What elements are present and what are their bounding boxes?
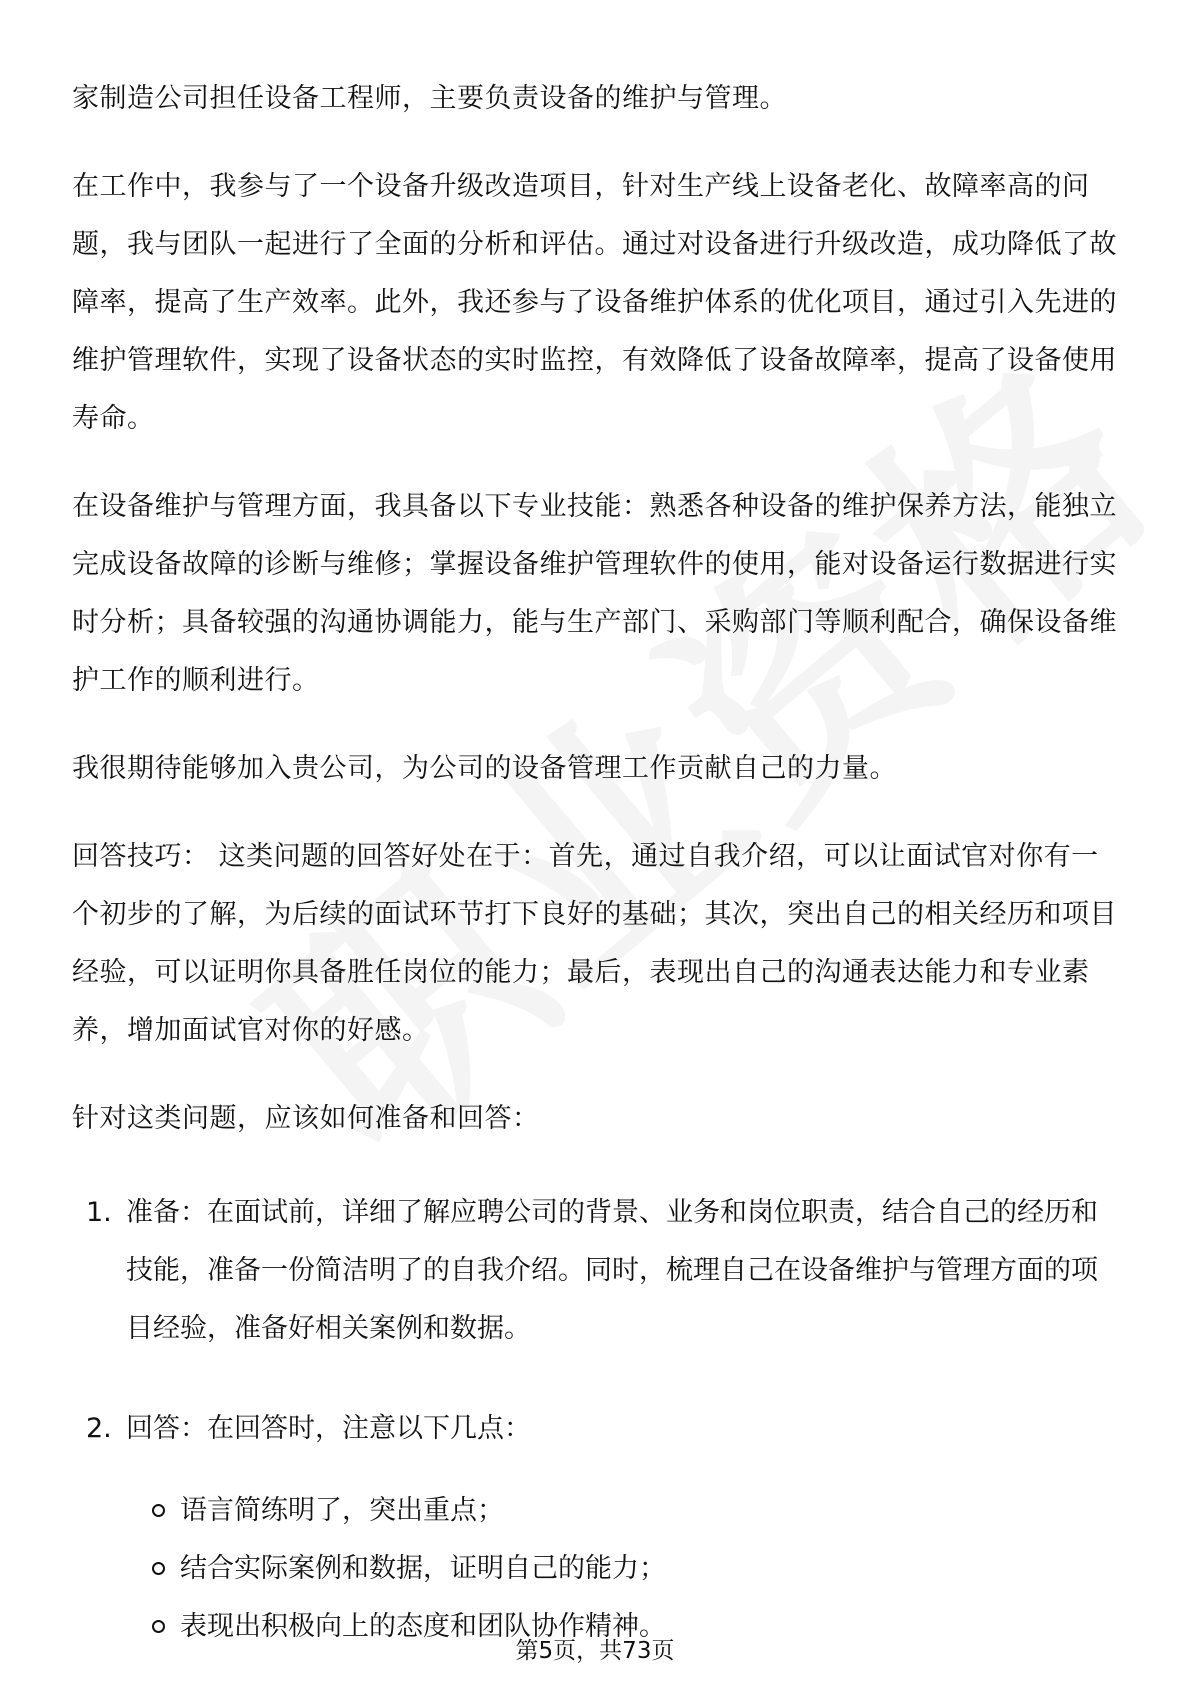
bullet-list bbox=[72, 1482, 1122, 1656]
paragraph-how-to-prepare: 针对这类问题，应该如何准备和回答： bbox=[72, 1103, 540, 1134]
list-item-text: 回答：在回答时，注意以下几点： bbox=[126, 1413, 531, 1444]
paragraph-intro-end: 家制造公司担任设备工程师，主要负责设备的维护与管理。 bbox=[72, 83, 787, 114]
list-item bbox=[72, 1184, 1122, 1358]
hollow-bullet-icon bbox=[152, 1562, 165, 1575]
list-item-text: 准备：在面试前，详细了解应聘公司的背景、业务和岗位职责，结合自己的经历和技能，准备一份简洁明了的自我介绍。同时，梳理自己在设备维护与管理方面的项目经验，准备好相关案例和数据。 bbox=[126, 1197, 1098, 1344]
page-number-footer: 第5页，共73页 bbox=[515, 1638, 675, 1664]
hollow-bullet-icon bbox=[152, 1504, 165, 1517]
paragraph-closing: 我很期待能够加入贵公司，为公司的设备管理工作贡献自己的力量。 bbox=[72, 753, 897, 784]
page-content bbox=[72, 70, 1122, 1656]
paragraph-work-experience: 在工作中，我参与了一个设备升级改造项目，针对生产线上设备老化、故障率高的问题，我与团队一起进行了全面的分析和评估。通过对设备进行升级改造，成功降低了故障率，提高了生产效率。此外，我还参与了设备维护体系的优化项目，通过引入先进的维护管理软件，实现了设备状态的实时监控，有效降低了设备故障率，提高了设备使用寿命。 bbox=[72, 171, 1117, 434]
list-number: 2. bbox=[86, 1413, 112, 1444]
bullet-item bbox=[152, 1540, 1122, 1598]
bullet-item bbox=[152, 1482, 1122, 1540]
numbered-list bbox=[72, 1184, 1122, 1458]
bullet-text: 语言简练明了，突出重点； bbox=[180, 1495, 504, 1526]
paragraph-answer-tips: 回答技巧： 这类问题的回答好处在于：首先，通过自我介绍，可以让面试官对你有一个初步的了解，为后续的面试环节打下良好的基础；其次，突出自己的相关经历和项目经验，可以证明你具备胜任岗位的能力；最后，表现出自己的沟通表达能力和专业素养，增加面试官对你的好感。 bbox=[72, 841, 1117, 1046]
list-item bbox=[72, 1400, 1122, 1458]
list-number: 1. bbox=[86, 1197, 112, 1228]
paragraph-skills: 在设备维护与管理方面，我具备以下专业技能：熟悉各种设备的维护保养方法，能独立完成设备故障的诊断与维修；掌握设备维护管理软件的使用，能对设备运行数据进行实时分析；具备较强的沟通协调能力，能与生产部门、采购部门等顺利配合，确保设备维护工作的顺利进行。 bbox=[72, 491, 1117, 696]
bullet-text: 结合实际案例和数据，证明自己的能力； bbox=[180, 1553, 666, 1584]
bullet-text: 表现出积极向上的态度和团队协作精神。 bbox=[180, 1611, 666, 1642]
